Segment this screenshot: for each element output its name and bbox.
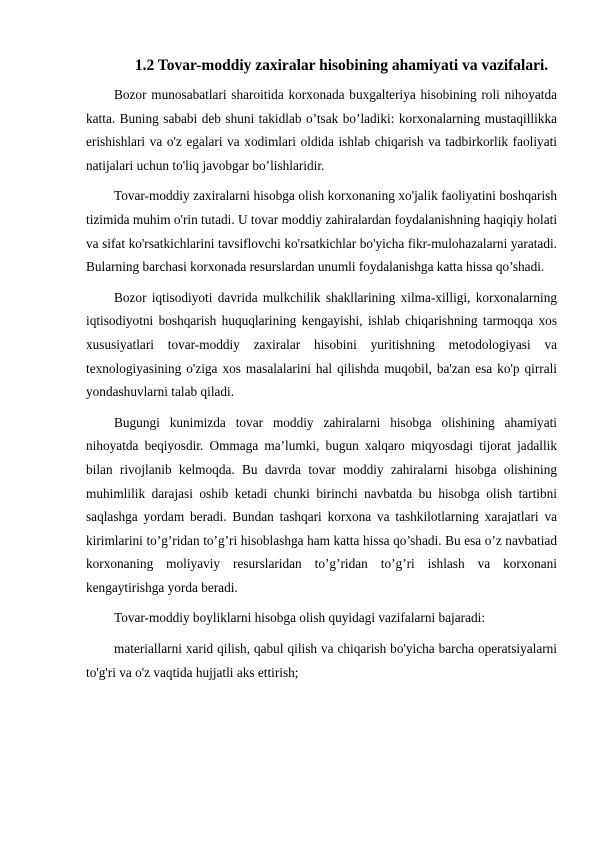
paragraph-6: materiallarni xarid qilish, qabul qilish va chiqarish bo'yicha barcha operatsiyalarni to'g'ri va o'z vaqtida hujjatli aks ettirish; [86, 641, 557, 680]
paragraph-5: Tovar-moddiy boyliklarni hisobga olish quyidagi vazifalarni bajaradi: [114, 610, 486, 626]
paragraph-2: Tovar-moddiy zaxiralarni hisobga olish korxonaning xo'jalik faoliyatini boshqarish tizimida muhim o'rin tutadi. U tovar moddiy zahiralardan foydalanishning haqiqiy holati va sifat ko'rsatkichlarini tavsiflovchi ko'rsatkichlar bo'yicha fikr-mulohazalarni yaratadi. Bularning barchasi korxonada resurslardan unumli foydalanishga katta hissa qo’shadi. [86, 188, 558, 275]
paragraph-3: Bozor iqtisodiyoti davrida mulkchilik shakllarining xilma-xilligi, korxonalarning iqtisodiyotni boshqarish huquqlarining kengayishi, ishlab chiqarishning tarmoqqa xos xususiyatlari tovar-moddiy zaxiralar hisobini yuritishning metodologiyasi va texnologiyasining o'ziga xos masalalarini hal qilishda muqobil, ba'zan esa ko'p qirrali yondashuvlarni talab qiladi. [86, 289, 557, 400]
paragraph-4: Bugungi kunimizda tovar moddiy zahiralarni hisobga olishining ahamiyati nihoyatda beqiyosdir. Ommaga ma’lumki, bugun xalqaro miqyosdagi tijorat jadallik bilan rivojlanib kelmoqda. Bu davrda tovar moddiy zahiralarni hisobga olishining muhimlilik darajasi oshib ketadi chunki birinchi navbatda bu hisobga olish tartibni saqlashga yordam beradi. Bundan tashqari korxona va tashkilotlarning xarajatlari va kirimlarini to’g’ridan to’g’ri hisoblashga ham katta hissa qo’shadi. Bu esa o’z navbatiad korxonaning moliyaviy resurslaridan to’g’ridan to’g’ri ishlash va korxonani kengaytirishga yorda beradi. [86, 414, 557, 595]
section-heading: 1.2 Tovar-moddiy zaxiralar hisobining ahamiyati va vazifalari. [134, 57, 549, 74]
paragraph-1: Bozor munosabatlari sharoitida korxonada buxgalteriya hisobining roli nihoyatda katta. Buning sababi deb shuni takidlab o’tsak bo’ladiki: korxonalarning mustaqillikka erishishlari va o'z egalari va xodimlari oldida ishlab chiqarish va tadbirkorlik faoliyati natijalari uchun to'liq javobgar bo’lishlaridir. [86, 87, 557, 173]
